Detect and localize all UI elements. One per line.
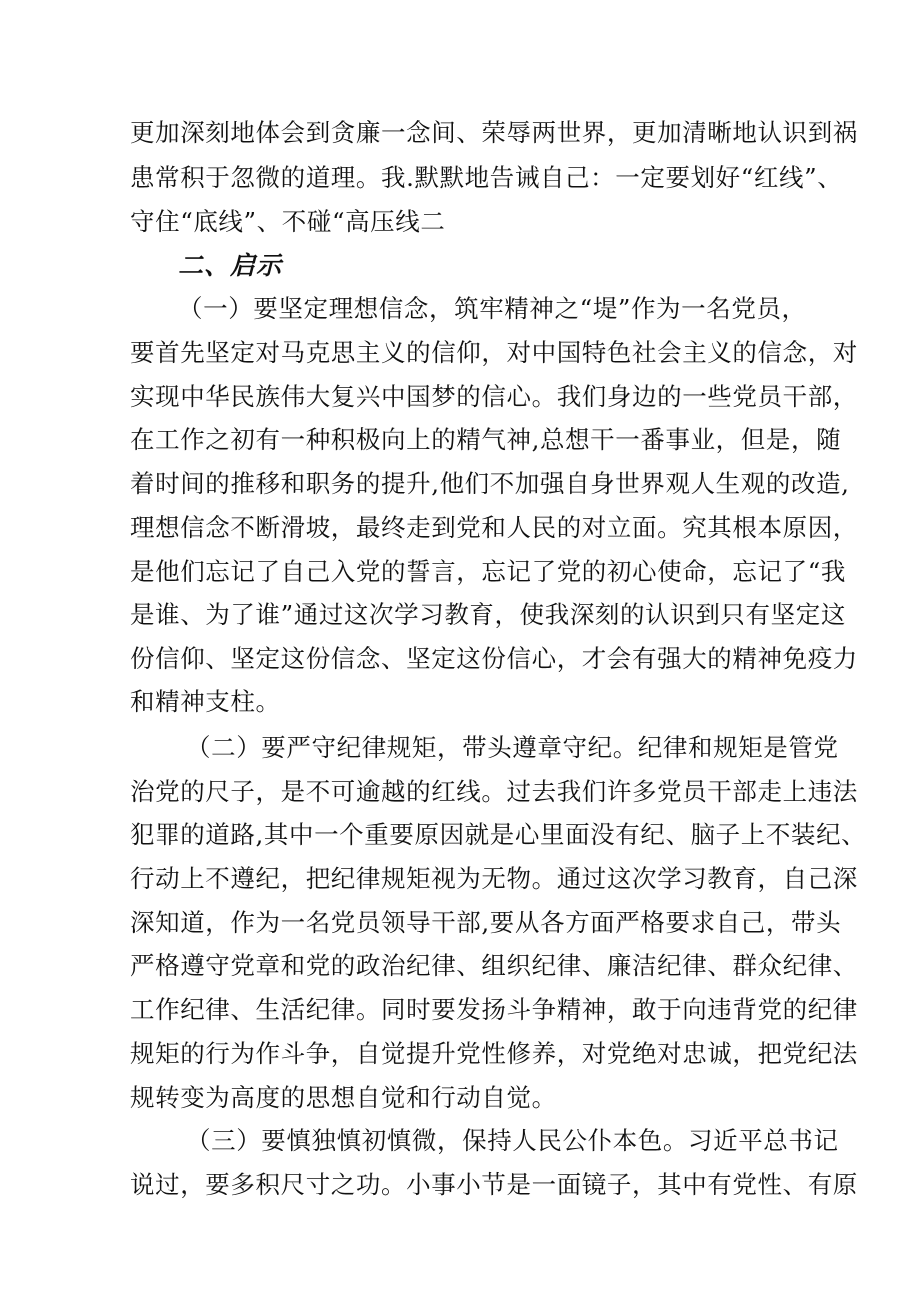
text-line: 治党的尺子，是不可逾越的红线。过去我们许多党员干部走上违法 (130, 777, 858, 806)
text-line: 严格遵守党章和党的政治纪律、组织纪律、廉洁纪律、群众纪律、 (130, 951, 858, 980)
text-line: 规转变为高度的思想自觉和行动自觉。 (130, 1083, 557, 1112)
text-line: 守住“底线”、不碰“高压线二 (130, 207, 446, 236)
text-line: 理想信念不断滑坡，最终走到党和人民的对立面。究其根本原因， (130, 513, 858, 542)
text-line: 行动上不遵纪，把纪律规矩视为无物。通过这次学习教育，自己深 (130, 864, 858, 893)
text-line: 深知道，作为一名党员领导干部,要从各方面严格要求自己，带头 (130, 908, 842, 937)
text-line: （二）要严守纪律规矩，带头遵章守纪。纪律和规矩是管党 (186, 733, 839, 762)
text-line: 是他们忘记了自己入党的誓言，忘记了党的初心使命，忘记了“我 (130, 557, 846, 586)
text-line: 更加深刻地体会到贪廉一念间、荣辱两世界，更加清晰地认识到祸 (130, 118, 858, 147)
text-line: （三）要慎独慎初慎微，保持人民公仆本色。习近平总书记 (186, 1126, 839, 1155)
text-line: 工作纪律、生活纪律。同时要发扬斗争精神，敢于向违背党的纪律 (130, 995, 858, 1024)
text-line: 着时间的推移和职务的提升,他们不加强自身世界观人生观的改造, (130, 469, 850, 498)
text-line: 在工作之初有一种积极向上的精气神,总想干一番事业，但是，随 (130, 425, 842, 454)
text-line: 犯罪的道路,其中一个重要原因就是心里面没有纪、脑子上不装纪、 (130, 820, 867, 849)
text-line: 和精神支柱。 (130, 687, 281, 716)
section-heading: 二、启示 (178, 251, 283, 280)
text-line: 要首先坚定对马克思主义的信仰，对中国特色社会主义的信念，对 (130, 338, 858, 367)
text-line: 是谁、为了谁”通过这次学习教育，使我深刻的认识到只有坚定这 (130, 600, 846, 629)
text-line: 实现中华民族伟大复兴中国梦的信心。我们身边的一些党员干部， (130, 382, 858, 411)
text-line: 规矩的行为作斗争，自觉提升党性修养，对党绝对忠诚，把党纪法 (130, 1039, 858, 1068)
text-line: （一）要坚定理想信念，筑牢精神之“堤”作为一名党员， (178, 294, 807, 323)
text-line: 份信仰、坚定这份信念、坚定这份信心，才会有强大的精神免疫力 (130, 644, 858, 673)
text-line: 说过，要多积尺寸之功。小事小节是一面镜子，其中有党性、有原 (130, 1170, 858, 1199)
text-line: 患常积于忽微的道理。我.默默地告诫自己：一定要划好“红线”、 (130, 163, 843, 192)
